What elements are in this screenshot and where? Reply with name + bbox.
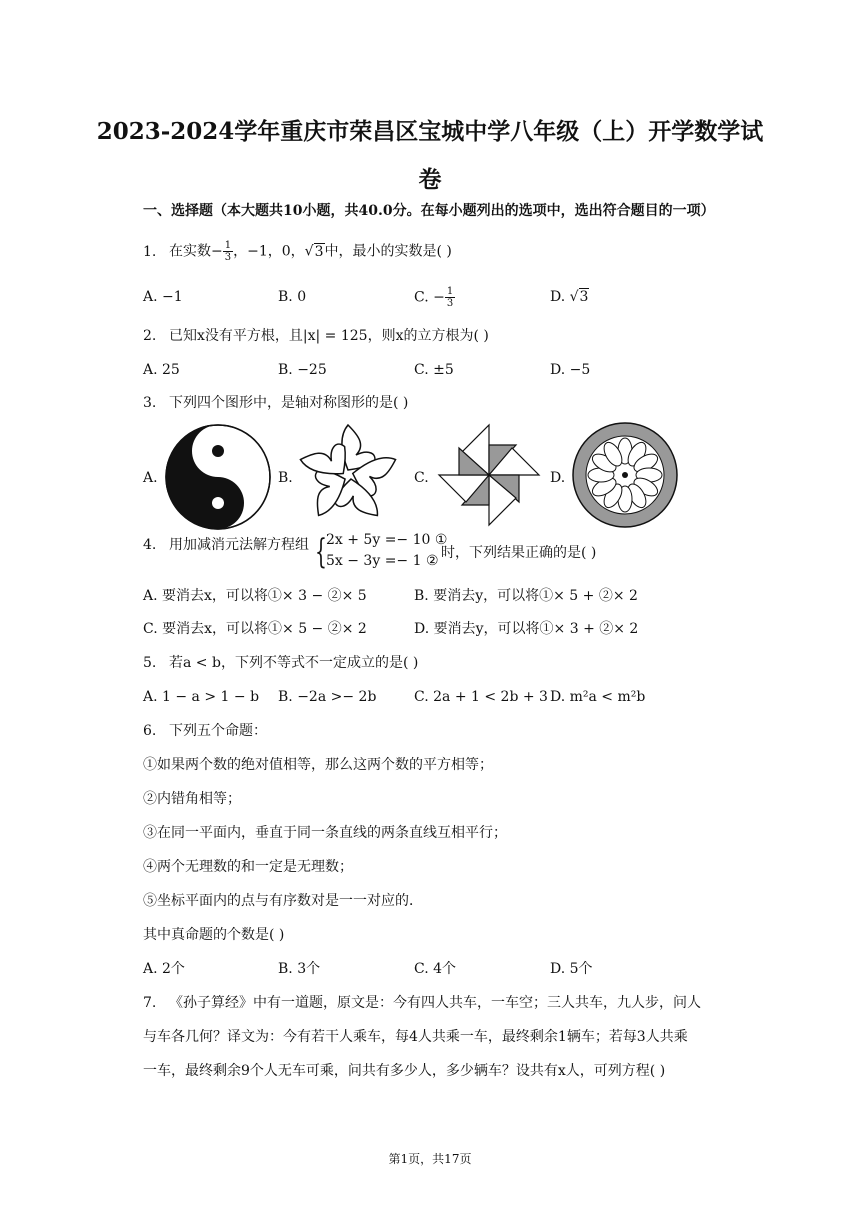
option-radicand: 3 <box>579 289 589 305</box>
exam-title <box>60 108 800 204</box>
q1-prefix: 在实数− <box>169 243 223 260</box>
q6-item-4: ④两个无理数的和一定是无理数； <box>143 859 353 875</box>
equation-2: 5x − 3y =− 1 ② <box>326 553 439 569</box>
question-4 <box>143 532 597 572</box>
fraction-denominator: 3 <box>224 252 232 263</box>
q6-option-c: C. 4个 <box>414 961 457 977</box>
q6-item-1: ①如果两个数的绝对值相等，那么这两个数的平方相等； <box>143 757 493 773</box>
q3-text: 下列四个图形中，是轴对称图形的是( ) <box>169 395 409 411</box>
q6-text: 下列五个命题： <box>169 723 267 739</box>
question-1 <box>143 240 452 263</box>
petal-pinwheel-figure <box>293 420 403 530</box>
q6-option-b: B. 3个 <box>278 961 321 977</box>
q1-radicand: 3 <box>314 243 324 260</box>
q6-option-a: A. 2个 <box>143 961 185 977</box>
q5-option-b: B. −2a >− 2b <box>278 689 377 705</box>
question-7 <box>143 992 701 1014</box>
flower-circle-figure <box>570 420 680 530</box>
question-2 <box>143 325 489 347</box>
q1-option-c <box>414 286 455 309</box>
fraction-numerator: 1 <box>446 286 454 297</box>
q3-option-c: C. <box>414 470 429 486</box>
question-3 <box>143 392 408 414</box>
q3-option-a: A. <box>143 470 158 486</box>
q1-option-a: A. −1 <box>143 289 183 305</box>
yin-yang-figure <box>163 422 273 532</box>
q2-option-b: B. −25 <box>278 362 327 378</box>
option-label: D. √ <box>550 289 579 305</box>
q2-option-d: D. −5 <box>550 362 591 378</box>
q3-option-d: D. <box>550 470 566 486</box>
question-number: 1. <box>143 243 157 260</box>
q7-line-1: 《孙子算经》中有一道题，原文是：今有四人共车，一车空；三人共车，九人步，问人 <box>169 995 701 1011</box>
q6-item-5: ⑤坐标平面内的点与有序数对是一一对应的． <box>143 893 423 909</box>
question-number: 3. <box>143 395 157 411</box>
q1-mid: ，−1，0，√ <box>233 243 314 260</box>
q5-option-d: D. m²a < m²b <box>550 689 646 705</box>
q1-option-d <box>550 286 589 308</box>
triangle-pinwheel-figure <box>434 420 544 530</box>
q4-suffix: 时，下列结果正确的是( ) <box>441 545 597 561</box>
q2-option-c: C. ±5 <box>414 362 454 378</box>
q4-option-a: A. 要消去x，可以将①× 3 − ②× 5 <box>143 588 367 604</box>
q4-prefix: 用加减消元法解方程组 <box>169 537 309 553</box>
question-number: 2. <box>143 328 157 344</box>
question-number: 4. <box>143 537 157 553</box>
q4-option-c: C. 要消去x，可以将①× 5 − ②× 2 <box>143 621 367 637</box>
title-line-1: 2023-2024学年重庆市荣昌区宝城中学八年级（上）开学数学试 <box>96 118 764 145</box>
q4-option-d: D. 要消去y，可以将①× 3 + ②× 2 <box>414 621 639 637</box>
q1-fraction <box>223 240 233 263</box>
equation-1: 2x + 5y =− 10 ① <box>326 532 448 548</box>
brace-glyph: { <box>315 532 327 572</box>
question-5 <box>143 652 418 674</box>
q1-suffix: 中，最小的实数是( ) <box>324 243 452 260</box>
q1-option-b: B. 0 <box>278 289 307 305</box>
title-line-2: 卷 <box>418 166 442 193</box>
fraction-denominator: 3 <box>446 298 454 309</box>
question-number: 5. <box>143 655 157 671</box>
question-6 <box>143 720 267 742</box>
q2-text: 已知x没有平方根，且|x| = 125，则x的立方根为( ) <box>169 328 489 344</box>
q6-item-2: ②内错角相等； <box>143 791 241 807</box>
question-number: 6. <box>143 723 157 739</box>
q7-line-2: 与车各几何？译文为：今有若干人乘车，每4人共乘一车，最终剩余1辆车；若每3人共乘 <box>143 1029 688 1045</box>
q6-option-d: D. 5个 <box>550 961 593 977</box>
section-heading: 一、选择题（本大题共10小题，共40.0分。在每小题列出的选项中，选出符合题目的一项） <box>143 203 715 219</box>
q3-option-b: B. <box>278 470 293 486</box>
q2-option-a: A. 25 <box>143 362 180 378</box>
q4-option-b: B. 要消去y，可以将①× 5 + ②× 2 <box>414 588 638 604</box>
q5-text: 若a < b，下列不等式不一定成立的是( ) <box>169 655 419 671</box>
question-number: 7. <box>143 995 157 1011</box>
q7-line-3: 一车，最终剩余9个人无车可乘，问共有多少人，多少辆车？设共有x人，可列方程( ) <box>143 1063 666 1079</box>
fraction-numerator: 1 <box>224 240 232 251</box>
option-fraction <box>445 286 455 309</box>
page-footer: 第1页，共17页 <box>388 1152 472 1166</box>
q5-option-a: A. 1 − a > 1 − b <box>143 689 260 705</box>
q5-option-c: C. 2a + 1 < 2b + 3 <box>414 689 548 705</box>
q6-question: 其中真命题的个数是( ) <box>143 927 285 943</box>
q6-item-3: ③在同一平面内，垂直于同一条直线的两条直线互相平行； <box>143 825 507 841</box>
option-label: C. − <box>414 289 445 306</box>
